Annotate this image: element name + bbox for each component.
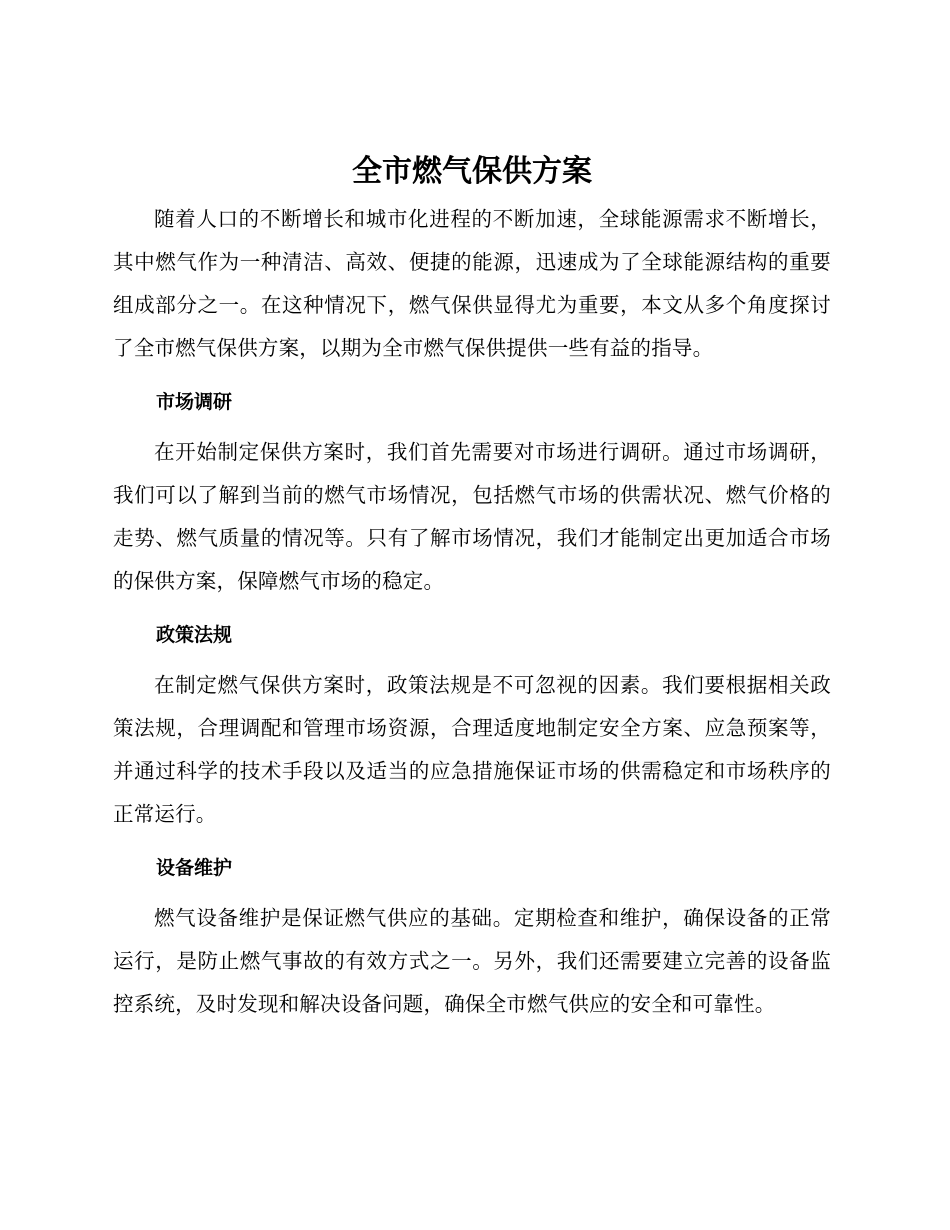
spacer [113, 370, 831, 390]
document-page [113, 148, 831, 1026]
section-body-equipment: 燃气设备维护是保证燃气供应的基础。定期检查和维护，确保设备的正常运行，是防止燃气事故的有效方式之一。另外，我们还需要建立完善的设备监控系统，及时发现和解决设备问题，确保全市燃气供应的安全和可靠性。 [113, 906, 831, 1016]
section-body-policy: 在制定燃气保供方案时，政策法规是不可忽视的因素。我们要根据相关政策法规，合理调配和管理市场资源，合理适度地制定安全方案、应急预案等，并通过科学的技术手段以及适当的应急措施保证市场的供需稳定和市场秩序的正常运行。 [113, 673, 831, 826]
spacer [113, 414, 831, 431]
spacer [113, 647, 831, 664]
section-heading-market-research: 市场调研 [156, 391, 233, 413]
section-heading-equipment: 设备维护 [156, 857, 233, 879]
intro-paragraph: 随着人口的不断增长和城市化进程的不断加速，全球能源需求不断增长，其中燃气作为一种清洁、高效、便捷的能源，迅速成为了全球能源结构的重要组成部分之一。在这种情况下，燃气保供显得尤为重要，本文从多个角度探讨了全市燃气保供方案，以期为全市燃气保供提供一些有益的指导。 [113, 207, 831, 360]
section-heading-policy: 政策法规 [156, 624, 233, 646]
document-title: 全市燃气保供方案 [352, 154, 592, 189]
spacer [113, 880, 831, 897]
section-body-market-research: 在开始制定保供方案时，我们首先需要对市场进行调研。通过市场调研，我们可以了解到当前的燃气市场情况，包括燃气市场的供需状况、燃气价格的走势、燃气质量的情况等。只有了解市场情况，我们才能制定出更加适合市场的保供方案，保障燃气市场的稳定。 [113, 440, 831, 593]
spacer [113, 603, 831, 623]
spacer [113, 836, 831, 856]
